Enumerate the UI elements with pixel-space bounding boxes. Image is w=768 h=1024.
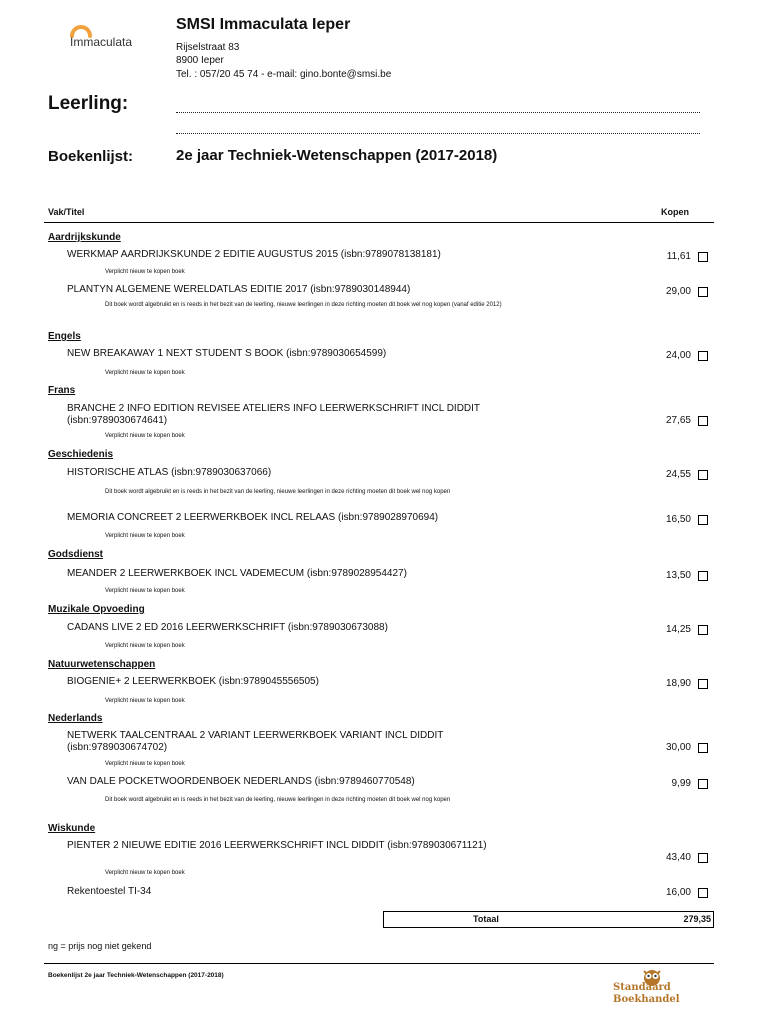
column-header-buy: Kopen — [661, 207, 689, 217]
price-note: ng = prijs nog niet gekend — [48, 941, 152, 951]
total-box — [383, 911, 714, 928]
book-note: Verplicht nieuw te kopen boek — [105, 698, 185, 704]
total-value: 279,35 — [683, 914, 711, 924]
book-price: 30,00 — [665, 742, 691, 753]
book-note: Verplicht nieuw te kopen boek — [105, 370, 185, 376]
book-title: CADANS LIVE 2 ED 2016 LEERWERKSCHRIFT (isbn:9789030673088) — [67, 622, 388, 633]
book-title: PIENTER 2 NIEUWE EDITIE 2016 LEERWERKSCHRIFT INCL DIDDIT (isbn:9789030671121) — [67, 840, 487, 851]
address-city: 8900 Ieper — [176, 55, 224, 66]
buy-checkbox[interactable] — [698, 470, 708, 480]
buy-checkbox[interactable] — [698, 625, 708, 635]
subject-heading: Nederlands — [48, 713, 103, 724]
book-title: BRANCHE 2 INFO EDITION REVISEE ATELIERS INFO LEERWERKSCHRIFT INCL DIDDIT (isbn:9789030674641) — [67, 403, 480, 426]
subject-heading: Muzikale Opvoeding — [48, 604, 145, 615]
address-street: Rijselstraat 83 — [176, 42, 240, 53]
immaculata-logo — [58, 14, 154, 56]
subject-heading: Aardrijkskunde — [48, 232, 121, 243]
buy-checkbox[interactable] — [698, 351, 708, 361]
list-title: 2e jaar Techniek-Wetenschappen (2017-2018) — [176, 147, 498, 164]
column-header-title: Vak/Titel — [48, 207, 85, 217]
book-note: Verplicht nieuw te kopen boek — [105, 433, 185, 439]
footer-title: Boekenlijst 2e jaar Techniek-Wetenschappen (2017-2018) — [48, 972, 224, 979]
buy-checkbox[interactable] — [698, 679, 708, 689]
book-note: Dit boek wordt algebruikt en is reeds in het bezit van de leerling, nieuwe leerlingen in deze richting moeten dit boek wel nog kopen (vanaf editie 2012) — [105, 302, 502, 308]
brand-standaard: Standaard — [613, 982, 671, 993]
buy-checkbox[interactable] — [698, 515, 708, 525]
book-title: WERKMAP AARDRIJKSKUNDE 2 EDITIE AUGUSTUS 2015 (isbn:9789078138181) — [67, 249, 441, 260]
book-title: NEW BREAKAWAY 1 NEXT STUDENT S BOOK (isbn:9789030654599) — [67, 348, 387, 359]
logo-wordmark: Immaculata — [70, 35, 133, 49]
buy-checkbox[interactable] — [698, 743, 708, 753]
subject-heading: Frans — [48, 385, 76, 396]
subject-heading: Wiskunde — [48, 823, 96, 834]
book-note: Dit boek wordt algebruikt en is reeds in het bezit van de leerling, nieuwe leerlingen in deze richting moeten dit boek wel nog kopen — [105, 797, 451, 803]
book-price: 13,50 — [665, 570, 691, 581]
book-price: 29,00 — [665, 286, 691, 297]
subject-heading: Natuurwetenschappen — [48, 659, 156, 670]
book-note: Verplicht nieuw te kopen boek — [105, 588, 185, 594]
book-price: 14,25 — [665, 624, 691, 635]
buy-checkbox[interactable] — [698, 853, 708, 863]
book-title: VAN DALE POCKETWOORDENBOEK NEDERLANDS (isbn:9789460770548) — [67, 776, 415, 787]
book-price: 9,99 — [671, 778, 691, 789]
subject-heading: Geschiedenis — [48, 449, 114, 460]
subject-heading: Godsdienst — [48, 549, 104, 560]
school-name: SMSI Immaculata Ieper — [176, 16, 351, 33]
book-price: 27,65 — [665, 415, 691, 426]
book-note: Verplicht nieuw te kopen boek — [105, 761, 185, 767]
book-title: MEANDER 2 LEERWERKBOEK INCL VADEMECUM (isbn:9789028954427) — [67, 568, 407, 579]
subject-heading: Engels — [48, 331, 81, 342]
book-title: PLANTYN ALGEMENE WERELDATLAS EDITIE 2017 (isbn:9789030148944) — [67, 284, 411, 295]
book-price: 16,50 — [665, 514, 691, 525]
book-title: Rekentoestel TI-34 — [67, 886, 152, 897]
book-price: 43,40 — [665, 852, 691, 863]
book-price: 24,00 — [665, 350, 691, 361]
book-title: BIOGENIE+ 2 LEERWERKBOEK (isbn:9789045556505) — [67, 676, 319, 687]
book-title: MEMORIA CONCREET 2 LEERWERKBOEK INCL RELAAS (isbn:9789028970694) — [67, 512, 439, 523]
brand-boekhandel: Boekhandel — [613, 994, 680, 1005]
book-note: Verplicht nieuw te kopen boek — [105, 269, 185, 275]
leerling-line-2 — [176, 133, 700, 134]
book-note: Verplicht nieuw te kopen boek — [105, 643, 185, 649]
leerling-label: Leerling: — [48, 93, 129, 114]
book-price: 24,55 — [665, 469, 691, 480]
footer-divider — [44, 963, 714, 964]
buy-checkbox[interactable] — [698, 779, 708, 789]
book-note: Verplicht nieuw te kopen boek — [105, 870, 185, 876]
book-price: 16,00 — [665, 887, 691, 898]
book-note: Verplicht nieuw te kopen boek — [105, 533, 185, 539]
contact-info: Tel. : 057/20 45 74 - e-mail: gino.bonte@smsi.be — [176, 69, 392, 80]
header-divider — [44, 222, 714, 223]
book-price: 18,90 — [665, 678, 691, 689]
boekenlijst-label: Boekenlijst: — [48, 148, 134, 165]
leerling-line-1 — [176, 112, 700, 113]
buy-checkbox[interactable] — [698, 571, 708, 581]
total-label: Totaal — [473, 914, 499, 924]
buy-checkbox[interactable] — [698, 287, 708, 297]
book-price: 11,61 — [666, 251, 691, 262]
book-title: HISTORISCHE ATLAS (isbn:9789030637066) — [67, 467, 272, 478]
buy-checkbox[interactable] — [698, 252, 708, 262]
buy-checkbox[interactable] — [698, 416, 708, 426]
book-title: NETWERK TAALCENTRAAL 2 VARIANT LEERWERKBOEK VARIANT INCL DIDDIT (isbn:9789030674702) — [67, 730, 444, 753]
book-note: Dit boek wordt algebruikt en is reeds in het bezit van de leerling, nieuwe leerlingen in deze richting moeten dit boek wel nog kopen — [105, 489, 451, 495]
buy-checkbox[interactable] — [698, 888, 708, 898]
